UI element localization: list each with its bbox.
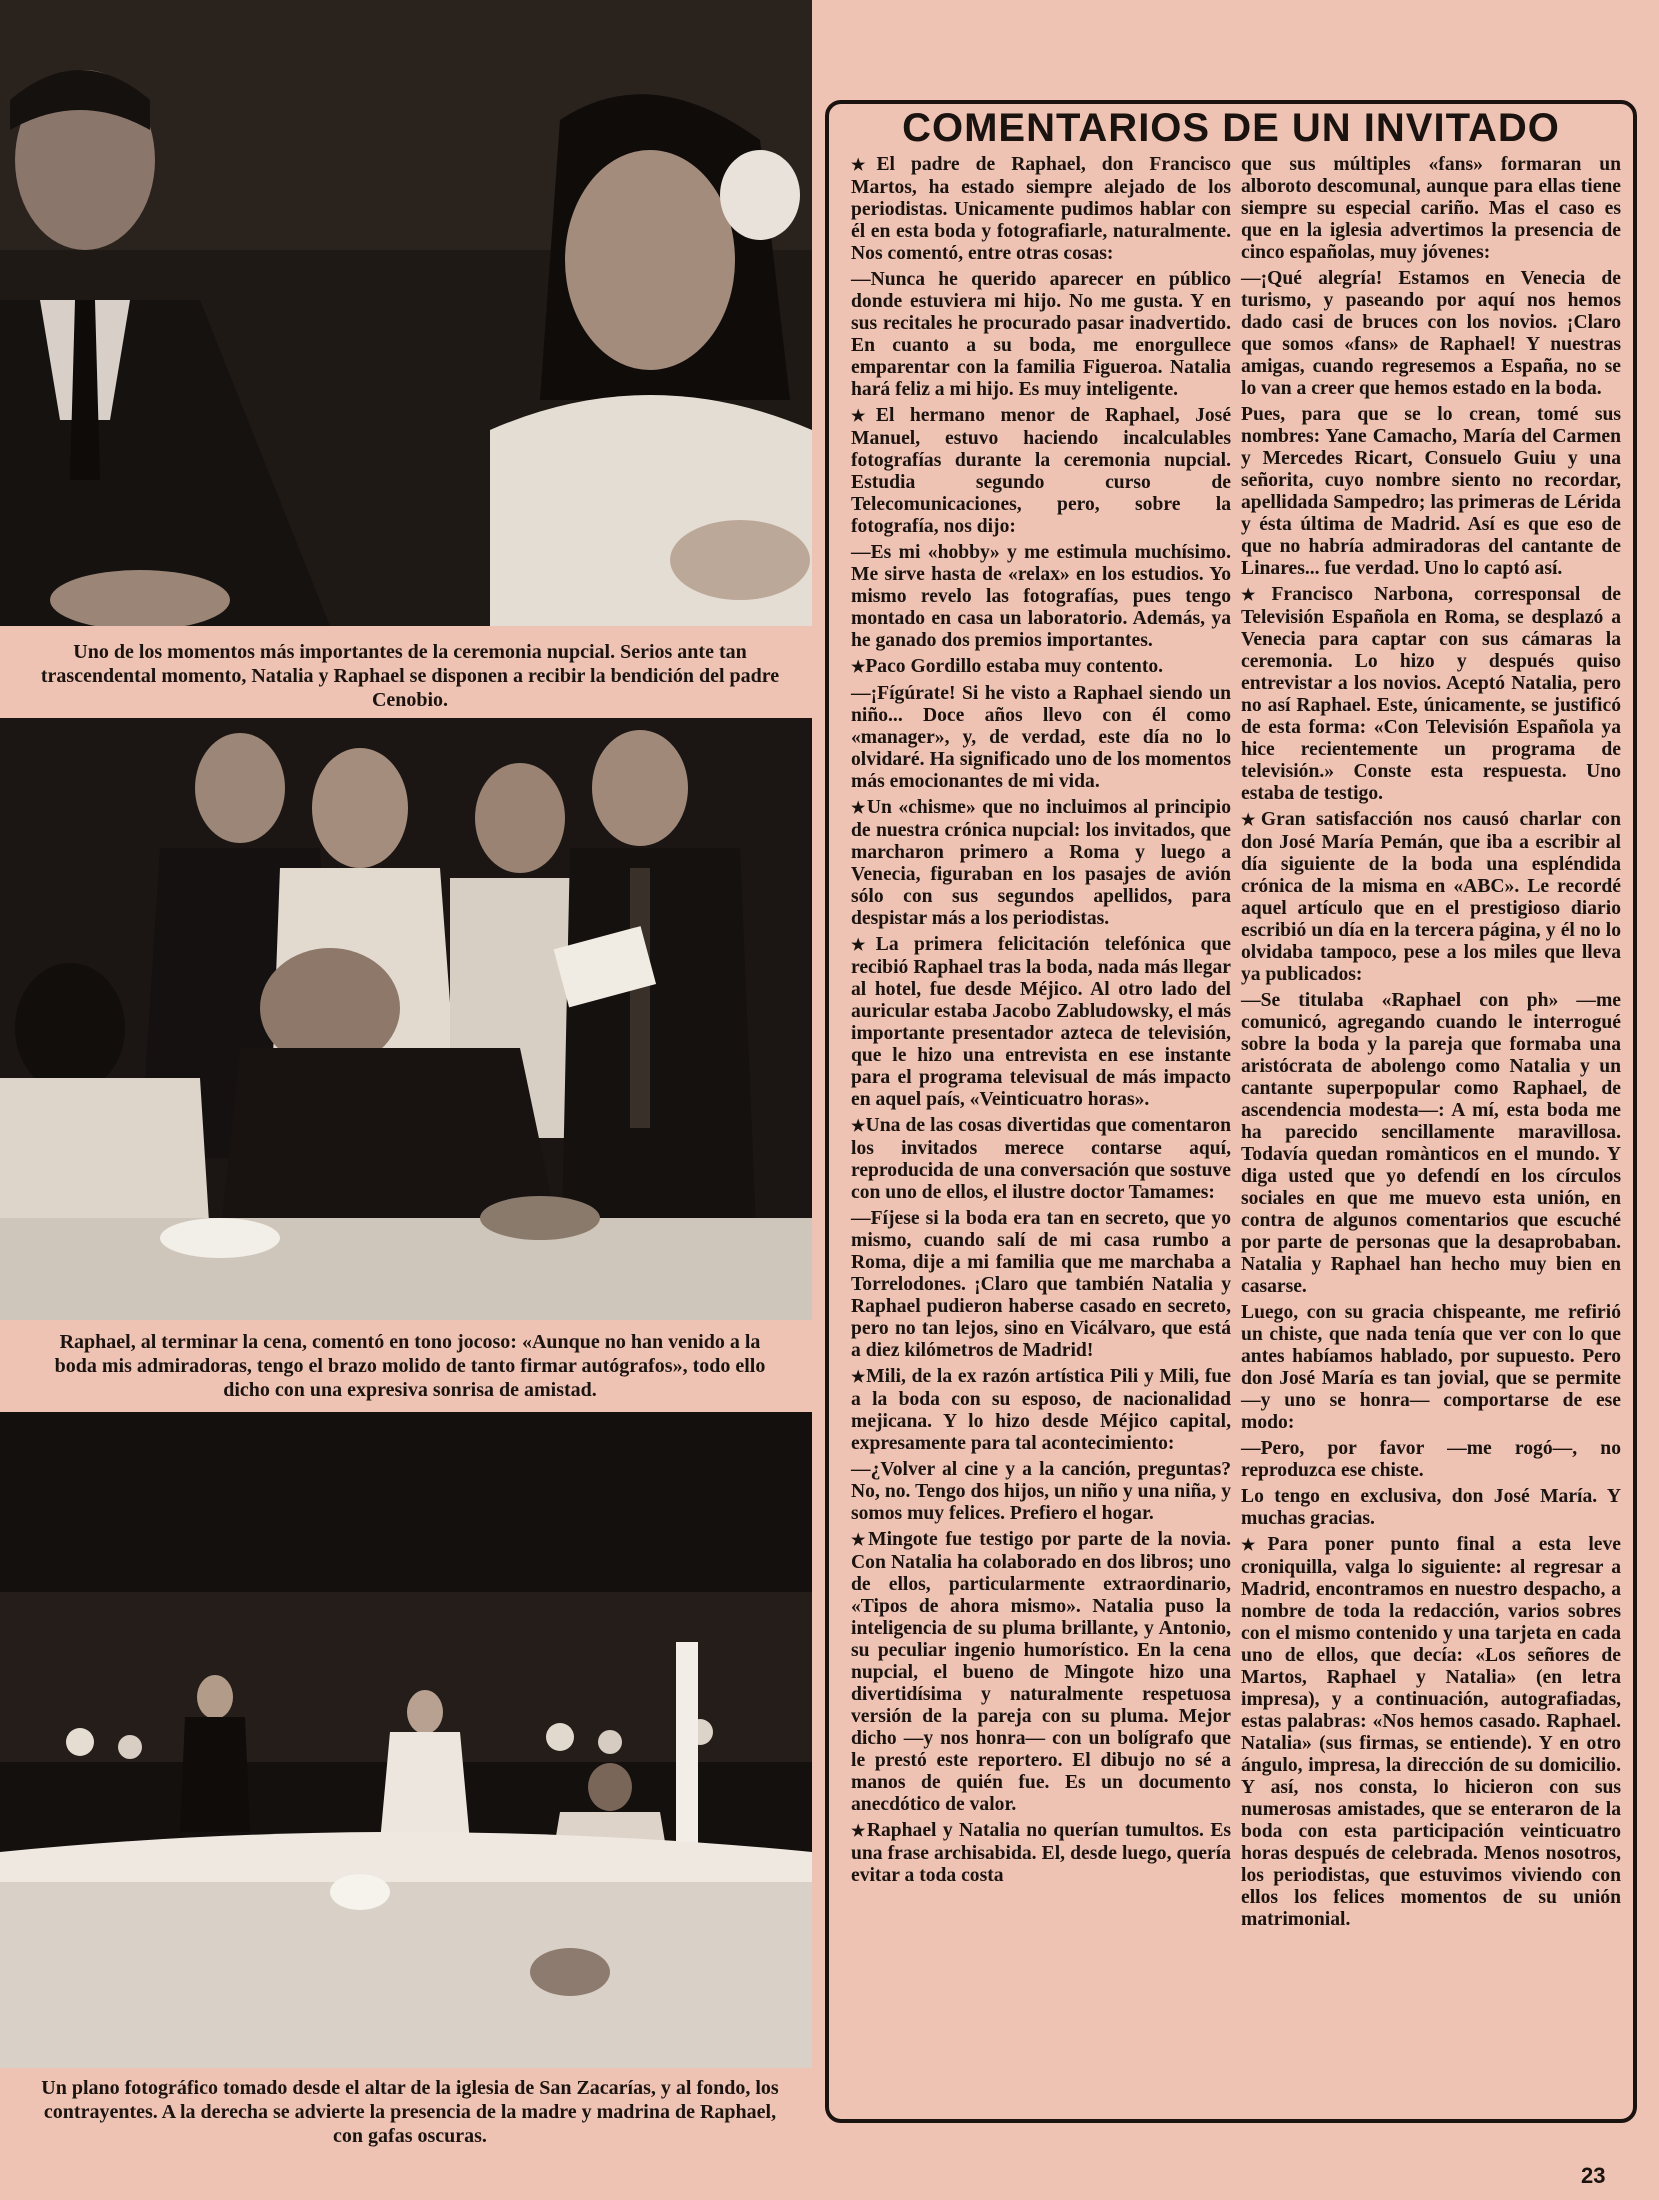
paragraph: Luego, con su gracia chispeante, me refirió un chiste, que nada tenía que ver con lo que antes habíamos hablado, por supuesto. Pero don José María es tan jovial, que se permite —y uno se honra— comportarse de ese modo:: [1241, 1302, 1621, 1433]
photo-church: [0, 1412, 812, 2068]
article-box: [825, 100, 1637, 2123]
paragraph: —Fíjese si la boda era tan en secreto, que yo mismo, cuando salí de mi casa rumbo a Roma, dije a mi familia que me marchaba a Torrelodones. ¡Claro que también Natalia y Raphael pudieron haberse casado en secreto, pero no tan lejos, sino en Vicálvaro, que está a diez kilómetros de Madrid!: [851, 1208, 1231, 1361]
article-title: COMENTARIOS DE UN INVITADO: [902, 106, 1560, 150]
paragraph: —Se titulaba «Raphael con ph» —me comunicó, agregando cuando le interrogué sobre la boda y la pareja que formaba una aristócrata de abolengo como Natalia y un cantante superpopular como Raphael, de ascendencia modesta—: A mí, esta boda me ha parecido sencillamente maravillosa. Todavía quedan romànticos en el mundo. Y diga usted que yo defendí en los círculos sociales en que me muevo esta unión, en contra de algunos comentarios que escuché por parte de personas que la desaprobaban. Natalia y Raphael han hecho muy bien en casarse.: [1241, 990, 1621, 1297]
paragraph: —Nunca he querido aparecer en público donde estuviera mi hijo. No me gusta. Y en sus recitales he procurado pasar inadvertido. En cuanto a su boda, me enorgullece emparentar con la familia Figueroa. Natalia hará feliz a mi hijo. Es muy inteligente.: [851, 269, 1231, 400]
page-number: 23: [1581, 2163, 1606, 2188]
photo-caption: Raphael, al terminar la cena, comentó en tono jocoso: «Aunque no han venido a la boda mis admiradoras, tengo el brazo molido de tanto firmar autógrafos», todo ello dicho con una expresiva sonrisa de amistad.: [54, 1331, 766, 1401]
paragraph: —Es mi «hobby» y me estimula muchísimo. Me sirve hasta de «relax» en los estudios. Yo mismo revelo las fotografías, pues tengo montado en casa un laboratorio. Además, ya he ganado dos premios importantes.: [851, 542, 1231, 651]
paragraph: ★ Un «chisme» que no incluimos al principio de nuestra crónica nupcial: los invitados, que marcharon primero a Roma y luego a Venecia, figuraban en los pasajes de avión sólo con sus segundos apellidos, para despistar más a los periodistas.: [851, 797, 1231, 930]
paragraph: Pues, para que se lo crean, tomé sus nombres: Yane Camacho, María del Carmen y Mercedes Ricart, Consuelo Guiu y una señorita, cuyo nombre siento no recordar, apellidada Sampedro; las primeras de Lérida y ésta última de Madrid. Así es que eso de que no habría admiradoras del cantante de Linares... fue verdad. Uno lo captó así.: [1241, 404, 1621, 579]
paragraph: ★ La primera felicitación telefónica que recibió Raphael tras la boda, nada más llegar al hotel, fue desde Méjico. Al otro lado del auricular estaba Jacobo Zabludowsky, el más importante presentador azteca de televisión, que le hizo una entrevista en ese instante para el programa televisual de más impacto en aquel país, «Veinticuatro horas».: [851, 934, 1231, 1111]
paragraph: que sus múltiples «fans» formaran un alboroto descomunal, aunque para ellas tiene siempre su especial cariño. Mas el caso es que en la iglesia advertimos la presencia de cinco españolas, muy jóvenes:: [1241, 154, 1621, 263]
paragraph: —¿Volver al cine y a la canción, preguntas? No, no. Tengo dos hijos, un niño y una niña, y somos muy felices. Prefiero el hogar.: [851, 1459, 1231, 1524]
paragraph: ★ Paco Gordillo estaba muy contento.: [851, 656, 1231, 679]
paragraph: ★ Mingote fue testigo por parte de la novia. Con Natalia ha colaborado en dos libros; uno de ellos, particularmente extraordinario, «Tipos de ahora mismo». Natalia puso la inteligencia de su pluma brillante, y Antonio, su peculiar ingenio humorístico. En la cena nupcial, el bueno de Mingote hizo una divertidísima y naturalmente respetuosa versión de la pareja con su pluma. Mejor dicho —y nos honra— con un bolígrafo que le prestó este reportero. El dibujo no sé a manos de quién fue. Es un documento anecdótico de valor.: [851, 1529, 1231, 1816]
paragraph: —Pero, por favor —me rogó—, no reproduzca ese chiste.: [1241, 1438, 1621, 1481]
photo-ceremony: [0, 0, 812, 626]
paragraph: ★ Raphael y Natalia no querían tumultos. Es una frase archisabida. El, desde luego, quería evitar a toda costa: [851, 1820, 1231, 1887]
paragraph: ★ Gran satisfacción nos causó charlar con don José María Pemán, que iba a escribir al día siguiente de la boda una espléndida crónica de la misma en «ABC». Le recordé aquel artículo que en el prestigioso diario escribió un día en la tercera página, y él no lo olvidaba tampoco, pese a los miles que lleva ya publicados:: [1241, 809, 1621, 986]
paragraph: ★ Francisco Narbona, corresponsal de Televisión Española en Roma, se desplazó a Venecia para captar con sus cámaras la ceremonia. Lo hizo y después quiso entrevistar a los novios. Aceptó Natalia, pero no así Raphael. Este, únicamente, se justificó de esta forma: «Con Televisión Española ya hice recientemente un programa de televisión.» Conste esta respuesta. Uno estaba de testigo.: [1241, 584, 1621, 805]
text-column-right: [1241, 154, 1621, 1935]
photo-caption: Uno de los momentos más importantes de la ceremonia nupcial. Serios ante tan trascendental momento, Natalia y Raphael se disponen a recibir la bendición del padre Cenobio.: [40, 641, 780, 711]
paragraph: ★ Para poner punto final a esta leve croniquilla, valga lo siguiente: al regresar a Madrid, encontramos en nuestro despacho, a nombre de toda la redacción, varios sobres con el mismo contenido y una tarjeta en cada uno de ellos, que decía: «Los señores de Martos, Raphael y Natalia» (en letra impresa), y a continuación, autografiadas, estas palabras: «Nos hemos casado. Raphael. Natalia» (sus firmas, se entiende). Y en otro ángulo, impresa, la dirección de su domicilio. Y así, nos consta, lo hicieron con sus numerosas amistades, que se enteraron de la boda con esta participación veinticuatro horas después de celebrada. Menos nosotros, los periodistas, que estuvimos viviendo con ellos los felices momentos de su unión matrimonial.: [1241, 1534, 1621, 1931]
photo-caption: Un plano fotográfico tomado desde el altar de la iglesia de San Zacarías, y al fondo, los contrayentes. A la derecha se advierte la presencia de la madre y madrina de Raphael, con gafas oscuras.: [41, 2077, 779, 2147]
paragraph: ★ Una de las cosas divertidas que comentaron los invitados merece contarse aquí, reproducida de una conversación que sostuve con uno de ellos, el ilustre doctor Tamames:: [851, 1115, 1231, 1204]
paragraph: ★ Mili, de la ex razón artística Pili y Mili, fue a la boda con su esposo, de nacionalidad mejicana. Y lo hizo desde Méjico capital, expresamente para tal acontecimiento:: [851, 1366, 1231, 1455]
text-column-left: [851, 154, 1231, 1891]
paragraph: ★ El padre de Raphael, don Francisco Martos, ha estado siempre alejado de los periodistas. Unicamente pudimos hablar con él en esta boda y fotografiarle, naturalmente. Nos comentó, entre otras cosas:: [851, 154, 1231, 265]
photo-dinner: [0, 718, 812, 1320]
paragraph: Lo tengo en exclusiva, don José María. Y muchas gracias.: [1241, 1486, 1621, 1529]
paragraph: ★ El hermano menor de Raphael, José Manuel, estuvo haciendo incalculables fotografías durante la ceremonia nupcial. Estudia segundo curso de Telecomunicaciones, pero, sobre la fotografía, nos dijo:: [851, 405, 1231, 538]
paragraph: —¡Qué alegría! Estamos en Venecia de turismo, y paseando por aquí nos hemos dado casi de bruces con los novios. ¡Claro que somos «fans» de Raphael! Y nuestras amigas, cuando regresemos a España, no se lo van a creer que hemos estado en la boda.: [1241, 268, 1621, 399]
paragraph: —¡Fígúrate! Si he visto a Raphael siendo un niño... Doce años llevo con él como «manager», y, de verdad, este día no lo olvidaré. Ha significado uno de los momentos más emocionantes de mi vida.: [851, 683, 1231, 792]
